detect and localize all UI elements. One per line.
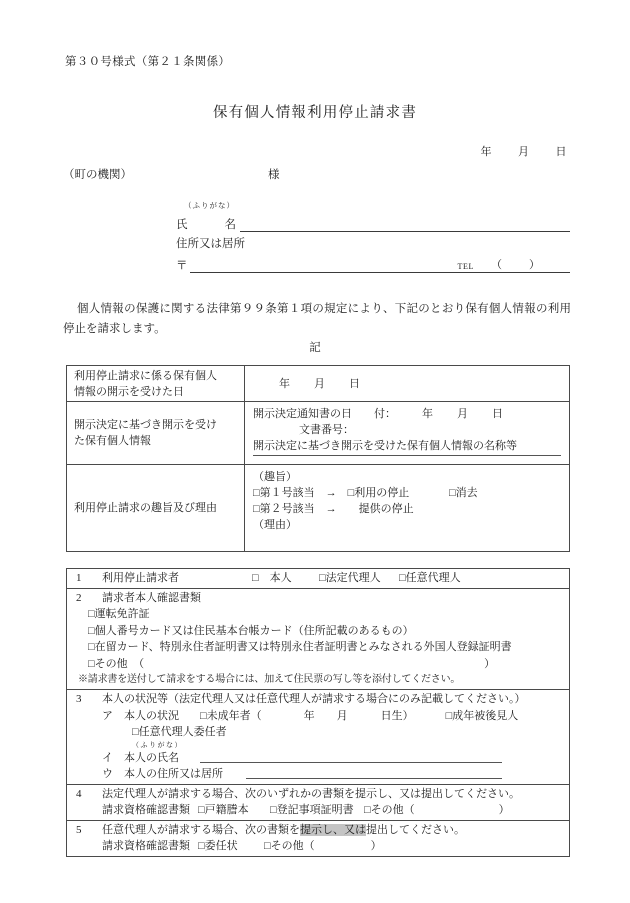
checkbox-item-1[interactable]: □第１号該当 → □利用の停止 [253, 487, 410, 499]
checkbox-erase[interactable]: □消去 [449, 487, 478, 499]
other-open-paren: □その他（ [364, 804, 415, 816]
address-label: 住所又は居所 [176, 238, 245, 250]
purpose-item-1[interactable] [253, 485, 561, 501]
addressee-honorific: 様 [268, 169, 280, 181]
section-number: 4 [76, 787, 82, 800]
ymd-field: 年 月 日 [279, 377, 360, 390]
tel-label: TEL [457, 262, 474, 271]
table-row [67, 366, 569, 402]
purpose-header: （趣旨） [253, 471, 297, 483]
section-number: 3 [76, 693, 82, 705]
section-title: 請求者本人確認書類 [102, 591, 201, 604]
section-title-pre: 任意代理人が請求する場合、次の書類を [102, 823, 300, 836]
checkbox-self[interactable]: □ 本人 [252, 572, 292, 584]
other-close-paren: ） [484, 657, 496, 670]
checkbox-minor[interactable]: □未成年者（ [200, 709, 262, 722]
instructions-table [66, 568, 570, 857]
furigana-label: （ふりがな） [132, 740, 183, 749]
checkbox-voluntary-representative[interactable]: □任意代理人 [399, 572, 461, 584]
address-input-rule[interactable] [190, 257, 570, 273]
section-principal-status [67, 690, 569, 785]
section-voluntary-representative-docs [67, 821, 569, 856]
row-value-disclosure-date[interactable] [245, 366, 569, 401]
row-label-purpose-reason: 利用停止請求の趣旨及び理由 [67, 465, 245, 551]
applicant-block [176, 200, 570, 273]
checkbox-my-number-card[interactable]: □個人番号カード又は住民基本台帳カード（住所記載のあるもの） [88, 624, 414, 637]
section-note: ※請求書を送付して請求をする場合には、加えて住民票の写し等を添付してください。 [78, 674, 461, 685]
reason-header: （理由） [253, 519, 297, 531]
item-mark-a: ア [102, 709, 113, 722]
form-number: 第３０号様式（第２１条関係） [65, 56, 231, 68]
info-name-line: 開示決定に基づき開示を受けた保有個人情報の名称等 [253, 438, 561, 456]
row-value-disclosed-info[interactable] [245, 402, 569, 464]
date-day-label: 日 [555, 146, 567, 158]
row-label-disclosed-info: 開示決定に基づき開示を受け た保有個人情報 [67, 402, 245, 464]
other-close-paren: ） [370, 840, 382, 852]
qualification-docs-label: 請求資格確認書類 [102, 804, 190, 816]
section-number: 1 [76, 572, 82, 584]
date-year-label: 年 [480, 146, 492, 158]
row-value-purpose-reason[interactable] [245, 465, 569, 551]
other-close-paren: ） [498, 804, 510, 816]
principal-status-label: 本人の状況 [124, 709, 179, 722]
ki-mark: 記 [309, 342, 321, 354]
name-input-rule[interactable] [240, 215, 570, 232]
main-table [66, 365, 570, 552]
addressee-organization: （町の機関） [63, 169, 132, 181]
principal-address-label: 本人の住所又は居所 [124, 768, 223, 780]
section-number: 2 [76, 591, 82, 604]
address-field-row [176, 253, 570, 273]
item-mark-u: ウ [102, 768, 113, 780]
principal-name-label: 本人の氏名 [124, 751, 179, 764]
checkbox-drivers-license[interactable]: □運転免許証 [88, 608, 150, 620]
section-legal-representative-docs [67, 785, 569, 821]
principal-address-input[interactable] [246, 766, 502, 779]
other-open-paren: □その他（ [264, 840, 315, 852]
notice-date-line: 開示決定通知書の日 付： 年 月 日 [253, 408, 503, 420]
tel-paren-close: ） [529, 259, 540, 271]
checkbox-other-document[interactable] [76, 656, 569, 673]
furigana-label: （ふりがな） [184, 201, 235, 210]
section-title: 利用停止請求者 [102, 572, 179, 584]
checkbox-legal-representative[interactable]: □法定代理人 [319, 572, 381, 584]
section-title: 本人の状況等（法定代理人又は任意代理人が請求する場合にのみ記載してください。） [102, 693, 526, 705]
qualification-docs-label: 請求資格確認書類 [102, 840, 190, 852]
section-title: 法定代理人が請求する場合、次のいずれかの書類を提示し、又は提出してください。 [102, 787, 520, 800]
section-identity-documents [67, 589, 569, 691]
row-label-disclosure-date: 利用停止請求に係る保有個人 情報の開示を受けた日 [67, 366, 245, 401]
section-number: 5 [76, 823, 82, 836]
name-field-row [176, 211, 570, 232]
other-open-paren: □その他 （ [88, 657, 145, 670]
checkbox-registry-certificate[interactable]: □登記事項証明書 [270, 804, 354, 816]
body-paragraph: 個人情報の保護に関する法律第９９条第１項の規定により、下記のとおり保有個人情報の利用停止を請求します。 [63, 303, 571, 335]
date-line [481, 143, 568, 159]
page-title: 保有個人情報利用停止請求書 [212, 105, 418, 121]
postal-mark-icon: 〒 [176, 260, 188, 272]
checkbox-family-register[interactable]: □戸籍謄本 [198, 804, 249, 816]
checkbox-adult-ward[interactable]: □成年被後見人 [445, 709, 519, 722]
selected-text-highlight: 提示し、又は [300, 823, 366, 836]
purpose-item-2[interactable]: □第２号該当 → 提供の停止 [253, 503, 414, 515]
checkbox-power-of-attorney[interactable]: □委任状 [198, 840, 238, 852]
table-row [67, 465, 569, 551]
principal-name-input[interactable] [200, 750, 502, 763]
name-label: 氏 名 [176, 219, 236, 231]
minor-birthdate-label: 年 月 日生） [303, 709, 414, 722]
checkbox-residence-card[interactable]: □在留カード、特別永住者証明書又は特別永住者証明書とみなされる外国人登録証明書 [88, 641, 512, 653]
table-row [67, 402, 569, 465]
document-number-line: 文書番号： [299, 424, 354, 436]
date-month-label: 月 [518, 146, 530, 158]
section-title-post: 提出してください。 [366, 823, 465, 836]
item-mark-i: イ [102, 751, 113, 764]
tel-paren-open: （ [491, 259, 502, 271]
section-requester [67, 569, 569, 589]
checkbox-voluntary-delegator[interactable]: □任意代理人委任者 [132, 726, 227, 738]
